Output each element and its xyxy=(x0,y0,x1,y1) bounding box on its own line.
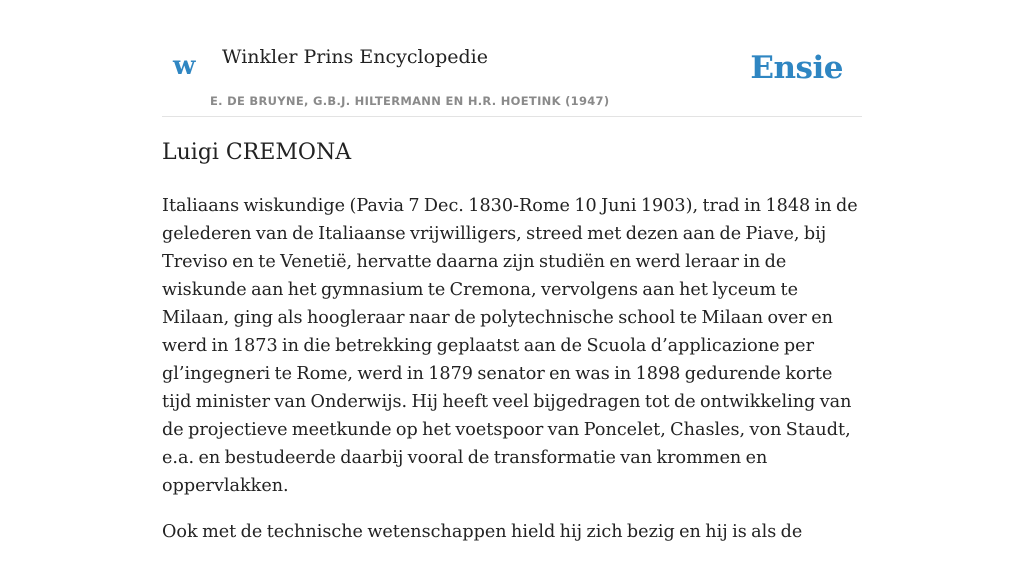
site-logo-link[interactable]: w xyxy=(173,51,196,81)
article-paragraph-2: Ook met de technische wetenschappen hield hij zich bezig en hij is als de xyxy=(162,522,803,542)
ensie-brand-link[interactable]: Ensie xyxy=(750,50,843,86)
encyclopedia-title: Winkler Prins Encyclopedie xyxy=(222,46,488,68)
article-title: Luigi CREMONA xyxy=(162,140,352,165)
article-body xyxy=(162,192,862,564)
encyclopedia-authors: E. DE BRUYNE, G.B.J. HILTERMANN EN H.R. HOETINK (1947) xyxy=(210,94,610,108)
article-paragraph-1: Italiaans wiskundige (Pavia 7 Dec. 1830-Rome 10 Juni 1903), trad in 1848 in de gelederen van de Italiaanse vrijwilligers, streed met dezen aan de Piave, bij Treviso en te Venetië, hervatte daarna zijn studiën en werd leraar in de wiskunde aan het gymnasium te Cremona, vervolgens aan het lyceum te Milaan, ging als hoogleraar naar de polytechnische school te Milaan over en werd in 1873 in die betrekking geplaatst aan de Scuola d’applicazione per gl’ingegneri te Rome, werd in 1879 senator en was in 1898 gedurende korte tijd minister van Onderwijs. Hij heeft veel bijgedragen tot de ontwikkeling van de projectieve meetkunde op het voetspoor van Poncelet, Chasles, von Staudt, e.a. en bestudeerde daarbij vooral de transformatie van krommen en oppervlakken. xyxy=(162,196,858,496)
site-header xyxy=(162,0,862,117)
